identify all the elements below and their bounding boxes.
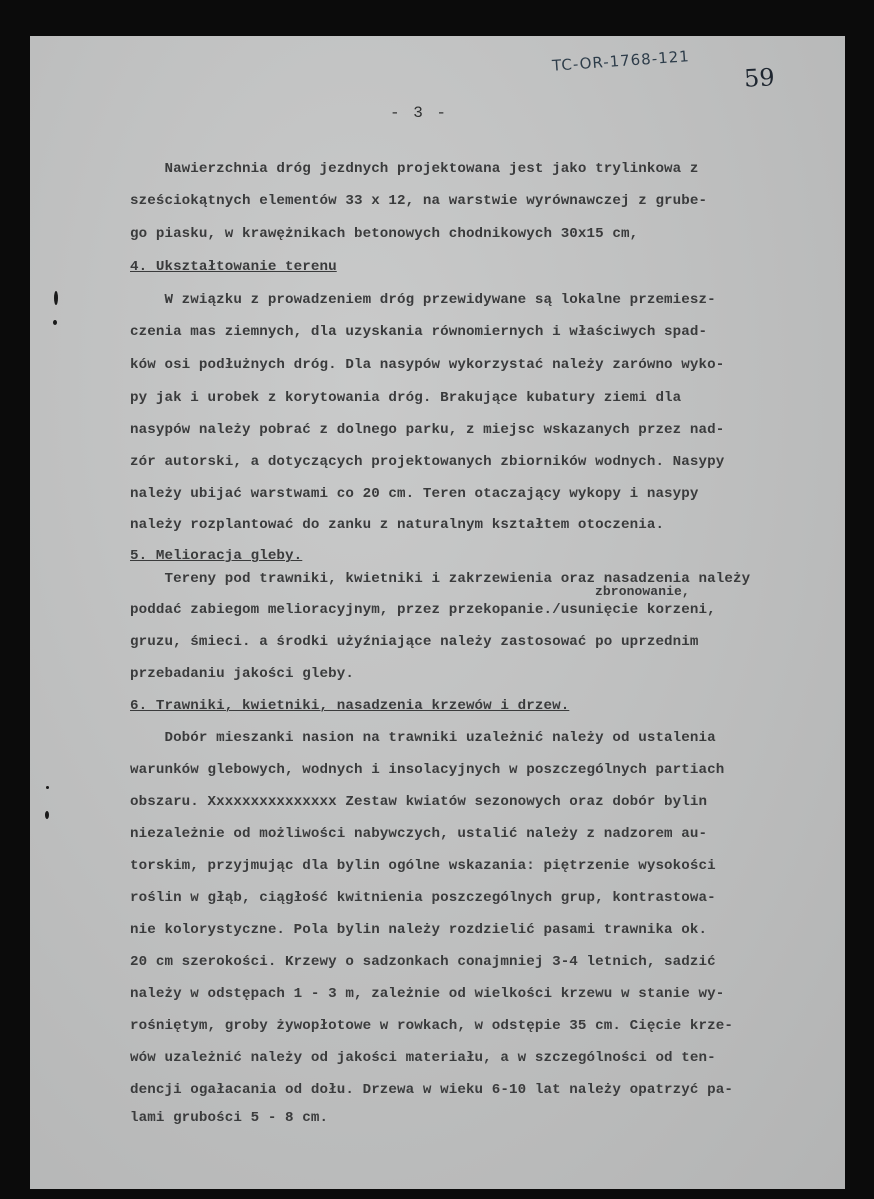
handwritten-reference: TC-OR-1768-121	[551, 47, 691, 75]
text-line: lami grubości 5 - 8 cm.	[130, 1110, 329, 1126]
text-line: nasypów należy pobrać z dolnego parku, z miejsc wskazanych przez nad-	[130, 422, 725, 438]
text-line: W związku z prowadzeniem dróg przewidywane są lokalne przemiesz-	[130, 292, 716, 308]
text-line: poddać zabiegom melioracyjnym, przez przekopanie./usunięcie korzeni,	[130, 602, 716, 618]
text-line: obszaru. Xxxxxxxxxxxxxxx Zestaw kwiatów sezonowych oraz dobór bylin	[130, 794, 708, 810]
text-line: należy rozplantować do zanku z naturalnym kształtem otoczenia.	[130, 517, 665, 533]
text-line: wów uzależnić należy od jakości materiału, a w szczególności od ten-	[130, 1050, 716, 1066]
text-line: gruzu, śmieci. a środki użyźniające należy zastosować po uprzednim	[130, 634, 699, 650]
text-line: roślin w głąb, ciągłość kwitnienia poszczególnych grup, kontrastowa-	[130, 890, 716, 906]
text-line: dencji ogałacania od dołu. Drzewa w wieku 6-10 lat należy opatrzyć pa-	[130, 1082, 733, 1098]
section-heading: 4. Ukształtowanie terenu	[130, 259, 337, 275]
document-page	[30, 36, 845, 1189]
text-line: warunków glebowych, wodnych i insolacyjnych w poszczególnych partiach	[130, 762, 725, 778]
text-line: rośniętym, groby żywopłotowe w rowkach, w odstępie 35 cm. Cięcie krze-	[130, 1018, 733, 1034]
margin-mark	[54, 291, 58, 305]
text-line: niezależnie od możliwości nabywczych, ustalić należy z nadzorem au-	[130, 826, 708, 842]
margin-mark	[46, 786, 49, 789]
section-heading: 6. Trawniki, kwietniki, nasadzenia krzewów i drzew.	[130, 698, 570, 714]
margin-mark	[53, 320, 57, 325]
text-line: należy ubijać warstwami co 20 cm. Teren otaczający wykopy i nasypy	[130, 486, 699, 502]
margin-mark	[45, 811, 49, 819]
typed-insertion: zbronowanie,	[595, 584, 690, 599]
text-line: należy w odstępach 1 - 3 m, zależnie od wielkości krzewu w stanie wy-	[130, 986, 725, 1002]
section-heading: 5. Melioracja gleby.	[130, 548, 303, 564]
text-line: go piasku, w krawężnikach betonowych chodnikowych 30x15 cm,	[130, 226, 639, 242]
text-line: czenia mas ziemnych, dla uzyskania równomiernych i właściwych spad-	[130, 324, 708, 340]
typed-text	[30, 36, 845, 1189]
text-line: Tereny pod trawniki, kwietniki i zakrzewienia oraz nasadzenia należy	[130, 571, 751, 587]
text-line: zór autorski, a dotyczących projektowanych zbiorników wodnych. Nasypy	[130, 454, 725, 470]
text-line: sześciokątnych elementów 33 x 12, na warstwie wyrównawczej z grube-	[130, 193, 708, 209]
text-line: ków osi podłużnych dróg. Dla nasypów wykorzystać należy zarówno wyko-	[130, 357, 725, 373]
text-line: przebadaniu jakości gleby.	[130, 666, 354, 682]
text-line: 20 cm szerokości. Krzewy o sadzonkach conajmniej 3-4 letnich, sadzić	[130, 954, 716, 970]
handwritten-sheet-number: 59	[743, 63, 776, 93]
page-number: - 3 -	[390, 104, 449, 122]
text-line: py jak i urobek z korytowania dróg. Brakujące kubatury ziemi dla	[130, 390, 682, 406]
text-line: Dobór mieszanki nasion na trawniki uzależnić należy od ustalenia	[130, 730, 716, 746]
text-line: torskim, przyjmując dla bylin ogólne wskazania: piętrzenie wysokości	[130, 858, 716, 874]
text-line: Nawierzchnia dróg jezdnych projektowana jest jako trylinkowa z	[130, 161, 699, 177]
text-line: nie kolorystyczne. Pola bylin należy rozdzielić pasami trawnika ok.	[130, 922, 708, 938]
